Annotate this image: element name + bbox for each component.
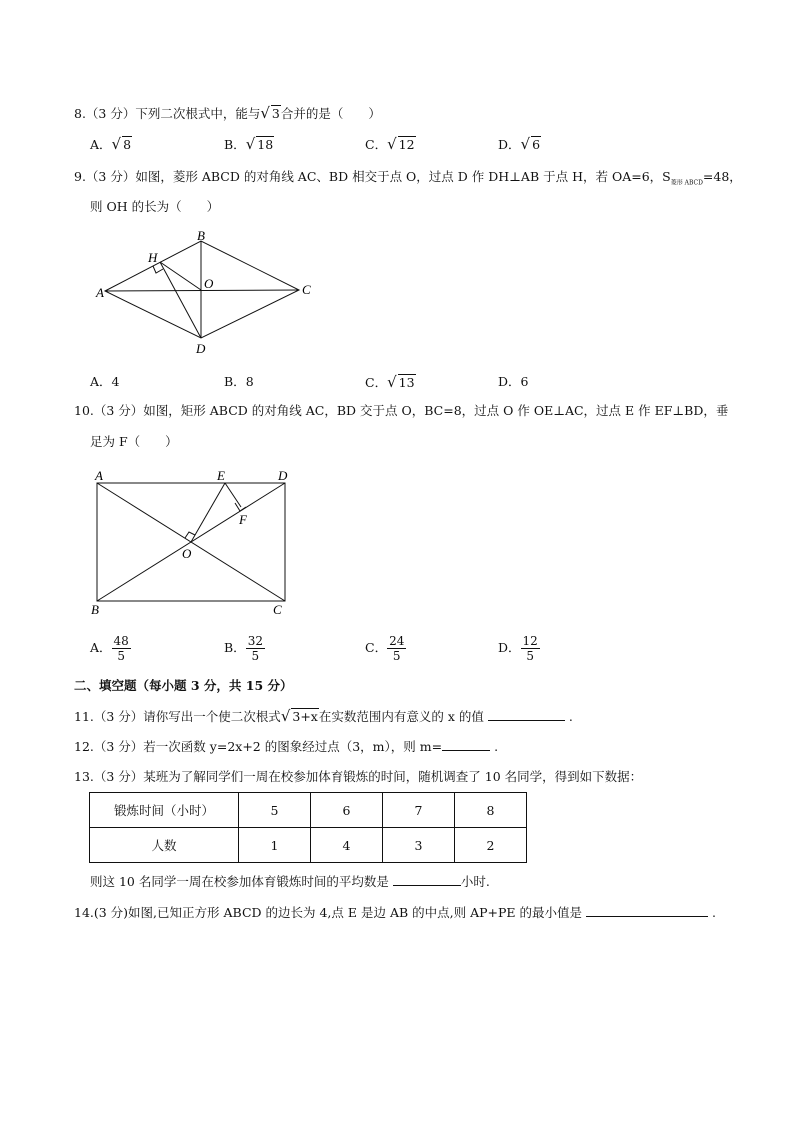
label-a: A bbox=[96, 285, 104, 300]
q8-option-b: B．√ 18 bbox=[224, 135, 274, 153]
answer-blank[interactable] bbox=[586, 904, 708, 917]
answer-blank[interactable] bbox=[488, 708, 565, 721]
q10-option-c: C． $\frac{24}{5}$ bbox=[365, 634, 405, 663]
question-12: 12.（3 分）若一次函数 y=2x+2 的图象经过点（3，m），则 m= . bbox=[74, 739, 499, 754]
q10-option-b: B． $\frac{32}{5}$ bbox=[224, 634, 263, 663]
q9-option-d: D．6 bbox=[498, 374, 529, 389]
q10-option-d: D． $\frac{12}{5}$ bbox=[498, 634, 538, 663]
label-f: F bbox=[239, 512, 247, 527]
q10-option-a: A． $\frac{48}{5}$ bbox=[90, 634, 129, 663]
question-14: 14.(3 分)如图,已知正方形 ABCD 的边长为 4,点 E 是边 AB 的中点,则 AP+PE 的最小值是 . bbox=[74, 905, 716, 920]
q8-stem: 8.（3 分）下列二次根式中，能与 bbox=[74, 106, 261, 121]
q8-option-d: D．√ 6 bbox=[498, 135, 541, 153]
q8-option-c: C．√ 12 bbox=[365, 135, 415, 153]
question-11: 11.（3 分）请你写出一个使二次根式√ 3+x在实数范围内有意义的 x 的值 . bbox=[74, 707, 573, 725]
question-9: 9.（3 分）如图，菱形 ABCD 的对角线 AC、BD 相交于点 O，过点 D 作 DH⊥AB 于点 H，若 OA=6，$S_{菱形 ABCD}=48$， bbox=[74, 169, 742, 187]
answer-blank[interactable] bbox=[393, 873, 461, 886]
q9-line2: 则 OH 的长为（ ） bbox=[90, 199, 220, 214]
label-h: H bbox=[148, 250, 158, 265]
table-row: 锻炼时间（小时） 5 6 7 8 bbox=[90, 793, 527, 828]
rhombus-figure bbox=[105, 241, 299, 338]
label-a: A bbox=[95, 468, 103, 483]
rectangle-figure bbox=[97, 483, 285, 601]
label-o: O bbox=[204, 276, 214, 291]
label-d: D bbox=[278, 468, 288, 483]
question-13: 13.（3 分）某班为了解同学们一周在校参加体育锻炼的时间，随机调查了 10 名同学，得到如下数据： bbox=[74, 769, 643, 784]
q8-stem-end: 合并的是（ ） bbox=[280, 106, 381, 121]
q9-option-b: B．8 bbox=[224, 374, 254, 389]
q10-line2: 足为 F（ ） bbox=[90, 434, 178, 449]
q9-option-a: A．4 bbox=[90, 374, 120, 389]
answer-blank[interactable] bbox=[442, 738, 490, 751]
section-heading: 二、填空题（每小题 3 分，共 15 分） bbox=[74, 678, 293, 693]
label-e: E bbox=[217, 468, 225, 483]
label-c: C bbox=[302, 282, 311, 297]
table-row: 人数 1 4 3 2 bbox=[90, 828, 527, 863]
sqrt-icon: √ bbox=[260, 104, 270, 122]
q13-tail: 则这 10 名同学一周在校参加体育锻炼时间的平均数是 小时. bbox=[90, 874, 490, 889]
q8-option-a: A．√ 8 bbox=[90, 135, 132, 153]
label-c: C bbox=[273, 602, 282, 617]
label-b: B bbox=[91, 602, 99, 617]
label-o: O bbox=[182, 546, 192, 561]
label-d: D bbox=[196, 341, 206, 356]
label-b: B bbox=[197, 228, 205, 243]
q9-option-c: C．√ 13 bbox=[365, 373, 415, 391]
question-10: 10.（3 分）如图，矩形 ABCD 的对角线 AC，BD 交于点 O，BC=8，过点 O 作 OE⊥AC，过点 E 作 EF⊥BD，垂 bbox=[74, 403, 729, 418]
exercise-table bbox=[89, 792, 527, 863]
q8-radicand: 3 bbox=[271, 106, 280, 121]
